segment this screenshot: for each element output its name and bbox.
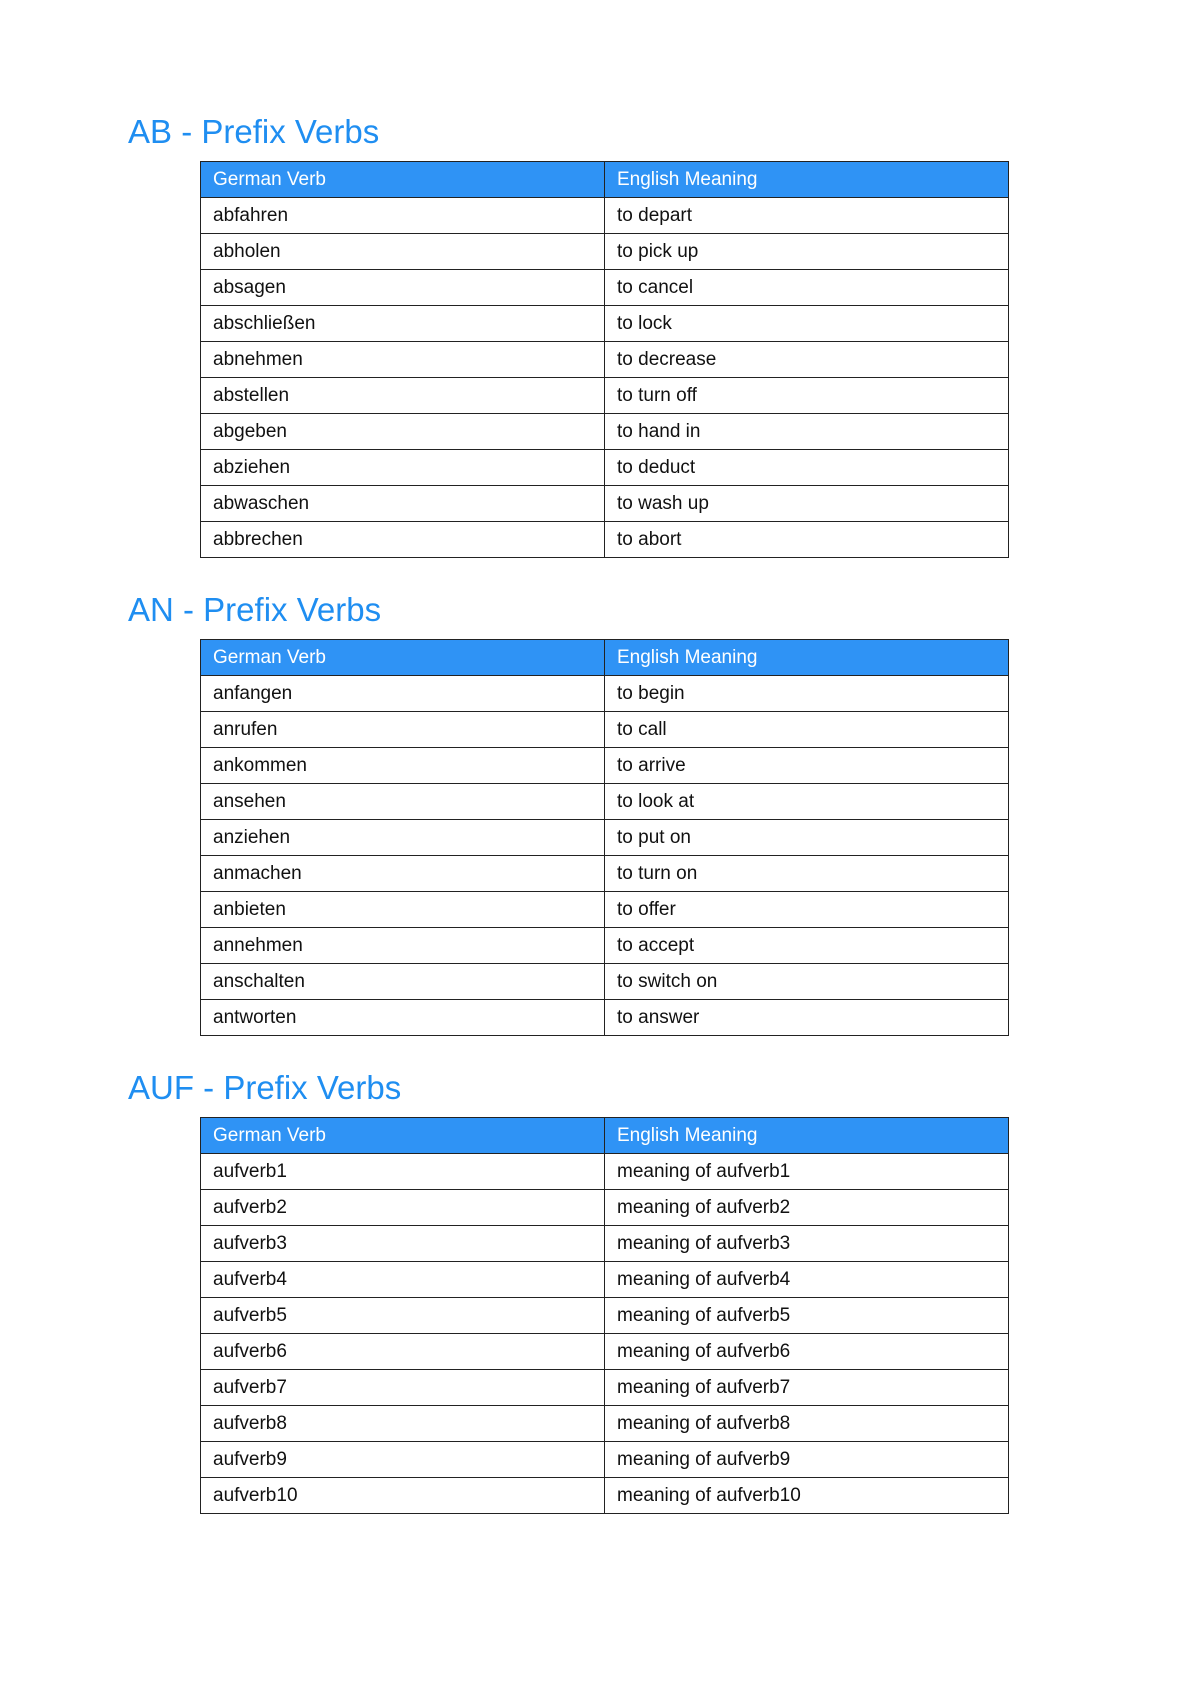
german-verb-cell: ansehen [201,784,605,820]
table-row [201,306,1009,342]
header-german-verb: German Verb [201,162,605,198]
header-english-meaning: English Meaning [605,1118,1009,1154]
table-row [201,964,1009,1000]
english-meaning-cell: to abort [605,522,1009,558]
table-row [201,270,1009,306]
table-row [201,1370,1009,1406]
german-verb-cell: anrufen [201,712,605,748]
table-row [201,1334,1009,1370]
table-row [201,1478,1009,1514]
english-meaning-cell: to look at [605,784,1009,820]
english-meaning-cell: to cancel [605,270,1009,306]
english-meaning-cell: meaning of aufverb1 [605,1154,1009,1190]
english-meaning-cell: to answer [605,1000,1009,1036]
german-verb-cell: annehmen [201,928,605,964]
section-title: AN - Prefix Verbs [128,591,382,628]
english-meaning-cell: meaning of aufverb8 [605,1406,1009,1442]
german-verb-cell: aufverb4 [201,1262,605,1298]
german-verb-cell: aufverb6 [201,1334,605,1370]
german-verb-cell: aufverb3 [201,1226,605,1262]
german-verb-cell: abfahren [201,198,605,234]
german-verb-cell: abwaschen [201,486,605,522]
german-verb-cell: abnehmen [201,342,605,378]
english-meaning-cell: to switch on [605,964,1009,1000]
english-meaning-cell: to turn on [605,856,1009,892]
english-meaning-cell: to hand in [605,414,1009,450]
english-meaning-cell: to arrive [605,748,1009,784]
table-header-row [201,1118,1009,1154]
german-verb-cell: ankommen [201,748,605,784]
english-meaning-cell: to turn off [605,378,1009,414]
english-meaning-cell: meaning of aufverb2 [605,1190,1009,1226]
table-row [201,928,1009,964]
english-meaning-cell: to wash up [605,486,1009,522]
german-verb-cell: abbrechen [201,522,605,558]
german-verb-cell: anfangen [201,676,605,712]
english-meaning-cell: to lock [605,306,1009,342]
german-verb-cell: aufverb8 [201,1406,605,1442]
table-header-row [201,162,1009,198]
table-row [201,1298,1009,1334]
table-row [201,342,1009,378]
english-meaning-cell: to accept [605,928,1009,964]
german-verb-cell: abschließen [201,306,605,342]
german-verb-cell: abholen [201,234,605,270]
table-row [201,856,1009,892]
english-meaning-cell: to begin [605,676,1009,712]
table-row [201,748,1009,784]
english-meaning-cell: meaning of aufverb10 [605,1478,1009,1514]
english-meaning-cell: to deduct [605,450,1009,486]
german-verb-cell: aufverb9 [201,1442,605,1478]
header-english-meaning: English Meaning [605,640,1009,676]
english-meaning-cell: to depart [605,198,1009,234]
table-row [201,1262,1009,1298]
table-row [201,1154,1009,1190]
section-title: AB - Prefix Verbs [128,113,380,150]
german-verb-cell: anmachen [201,856,605,892]
header-german-verb: German Verb [201,640,605,676]
english-meaning-cell: meaning of aufverb7 [605,1370,1009,1406]
german-verb-cell: anbieten [201,892,605,928]
german-verb-cell: aufverb5 [201,1298,605,1334]
english-meaning-cell: to put on [605,820,1009,856]
english-meaning-cell: meaning of aufverb9 [605,1442,1009,1478]
german-verb-cell: antworten [201,1000,605,1036]
verb-table [200,161,1009,558]
german-verb-cell: aufverb2 [201,1190,605,1226]
table-row [201,892,1009,928]
verb-table [200,1117,1009,1514]
table-header-row [201,640,1009,676]
header-english-meaning: English Meaning [605,162,1009,198]
table-row [201,1226,1009,1262]
german-verb-cell: anziehen [201,820,605,856]
table-row [201,414,1009,450]
table-row [201,1406,1009,1442]
table-row [201,198,1009,234]
german-verb-cell: abstellen [201,378,605,414]
section-title: AUF - Prefix Verbs [128,1069,402,1106]
german-verb-cell: aufverb10 [201,1478,605,1514]
english-meaning-cell: to call [605,712,1009,748]
table-row [201,676,1009,712]
english-meaning-cell: to decrease [605,342,1009,378]
table-row [201,1190,1009,1226]
table-row [201,712,1009,748]
english-meaning-cell: meaning of aufverb4 [605,1262,1009,1298]
table-row [201,450,1009,486]
english-meaning-cell: to offer [605,892,1009,928]
table-row [201,234,1009,270]
header-german-verb: German Verb [201,1118,605,1154]
german-verb-cell: absagen [201,270,605,306]
german-verb-cell: anschalten [201,964,605,1000]
verb-table [200,639,1009,1036]
table-row [201,486,1009,522]
table-row [201,522,1009,558]
english-meaning-cell: meaning of aufverb6 [605,1334,1009,1370]
table-row [201,820,1009,856]
table-row [201,1000,1009,1036]
german-verb-cell: abziehen [201,450,605,486]
german-verb-cell: abgeben [201,414,605,450]
english-meaning-cell: meaning of aufverb5 [605,1298,1009,1334]
table-row [201,784,1009,820]
english-meaning-cell: to pick up [605,234,1009,270]
english-meaning-cell: meaning of aufverb3 [605,1226,1009,1262]
table-row [201,1442,1009,1478]
table-row [201,378,1009,414]
german-verb-cell: aufverb1 [201,1154,605,1190]
german-verb-cell: aufverb7 [201,1370,605,1406]
